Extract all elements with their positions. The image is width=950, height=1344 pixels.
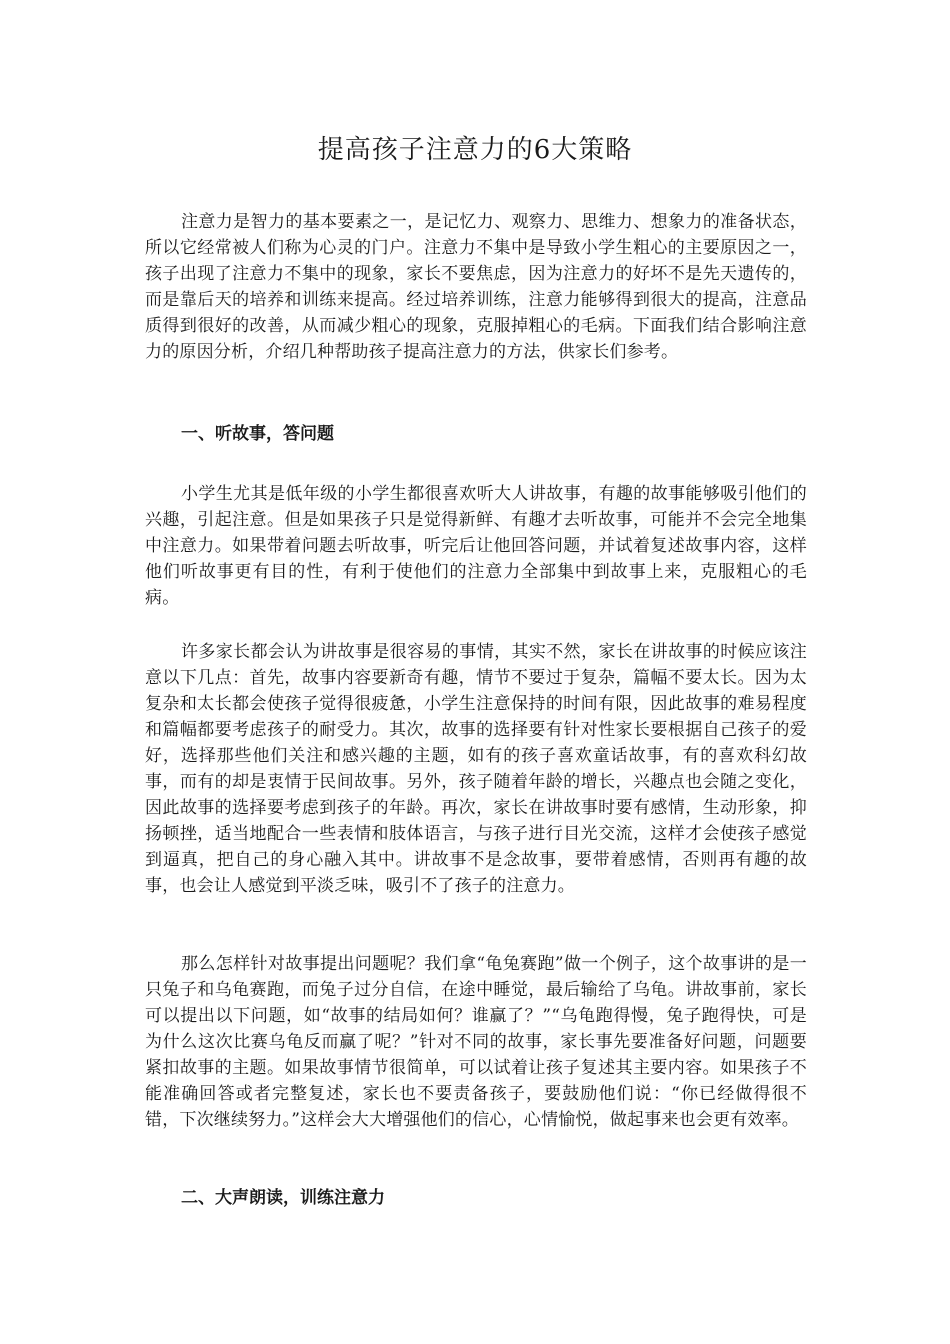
section-1-paragraph-1: 小学生尤其是低年级的小学生都很喜欢听大人讲故事，有趣的故事能够吸引他们的兴趣，引起注意。但是如果孩子只是觉得新鲜、有趣才去听故事，可能并不会完全地集中注意力。如果带着问题去听故事，听完后让他回答问题，并试着复述故事内容，这样他们听故事更有目的性，有利于使他们的注意力全部集中到故事上来，克服粗心的毛病。 [145, 484, 807, 608]
section-heading-2: 二、大声朗读，训练注意力 [181, 1188, 385, 1208]
document-title: 提高孩子注意力的6大策略 [317, 135, 633, 165]
intro-paragraph: 注意力是智力的基本要素之一，是记忆力、观察力、思维力、想象力的准备状态，所以它经常被人们称为心灵的门户。注意力不集中是导致小学生粗心的主要原因之一，孩子出现了注意力不集中的现象，家长不要焦虑，因为注意力的好坏不是先天遗传的，而是靠后天的培养和训练来提高。经过培养训练，注意力能够得到很大的提高，注意品质得到很好的改善，从而减少粗心的现象，克服掉粗心的毛病。下面我们结合影响注意力的原因分析，介绍几种帮助孩子提高注意力的方法，供家长们参考。 [145, 212, 807, 362]
section-heading-1: 一、听故事，答问题 [181, 424, 334, 444]
section-1-paragraph-2: 许多家长都会认为讲故事是很容易的事情，其实不然，家长在讲故事的时候应该注意以下几点：首先，故事内容要新奇有趣，情节不要过于复杂，篇幅不要太长。因为太复杂和太长都会使孩子觉得很疲惫，小学生注意保持的时间有限，因此故事的难易程度和篇幅都要考虑孩子的耐受力。其次，故事的选择要有针对性家长要根据自己孩子的爱好，选择那些他们关注和感兴趣的主题，如有的孩子喜欢童话故事，有的喜欢科幻故事，而有的却是衷情于民间故事。另外，孩子随着年龄的增长，兴趣点也会随之变化，因此故事的选择要考虑到孩子的年龄。再次，家长在讲故事时要有感情，生动形象，抑扬顿挫，适当地配合一些表情和肢体语言，与孩子进行目光交流，这样才会使孩子感觉到逼真，把自己的身心融入其中。讲故事不是念故事，要带着感情，否则再有趣的故事，也会让人感觉到平淡乏味，吸引不了孩子的注意力。 [145, 642, 807, 896]
section-1-paragraph-3: 那么怎样针对故事提出问题呢？我们拿“龟兔赛跑”做一个例子，这个故事讲的是一只兔子和乌龟赛跑，而兔子过分自信，在途中睡觉，最后输给了乌龟。讲故事前，家长可以提出以下问题，如“故事的结局如何？谁赢了？”“乌龟跑得慢，兔子跑得快，可是为什么这次比赛乌龟反而赢了呢？”针对不同的故事，家长事先要准备好问题，问题要紧扣故事的主题。如果故事情节很简单，可以试着让孩子复述其主要内容。如果孩子不能准确回答或者完整复述，家长也不要责备孩子，要鼓励他们说：“你已经做得很不错，下次继续努力。”这样会大大增强他们的信心，心情愉悦，做起事来也会更有效率。 [145, 954, 807, 1130]
